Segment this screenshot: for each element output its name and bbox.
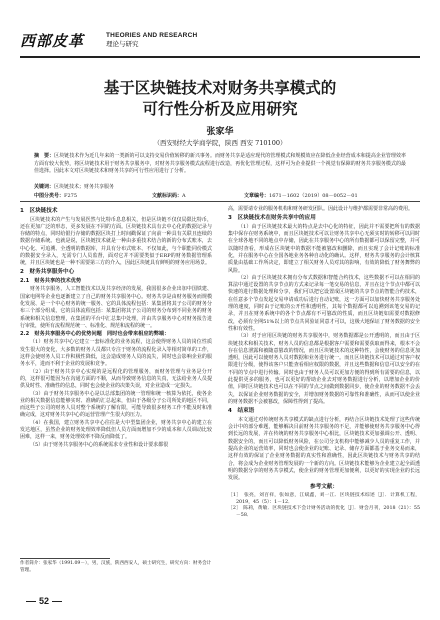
section-name-cn: 理论与研究: [106, 41, 139, 48]
reference-item: ［2］ 陈莉，黄敏．区块链技术下会计财务活动的优化［J］．财会月刊，2018（21）：55－58．: [228, 506, 420, 519]
classification-line: [34, 192, 406, 200]
journal-header: [20, 28, 420, 54]
author-name: 张家华: [206, 127, 234, 137]
abstract-text: 区块链技术作为近几年来的一类新的可以支持交易价值转移的新兴事务。而财务共享是适应现代的管理模式和规模效应在降低企业经营成本和提高企业管理效率方面有较大优势，将区块链技术用于财务共享服务中，对财务共享服务模式流程进行改造，再优化管理过程，这样可为企业提供一个视觉有保障的财务共享服务模式的最佳选择。因此本文对区块链技术和财务共享的可行性应用进行了分析。: [34, 153, 406, 175]
reference-item: ［1］ 张亮，刘百祥，张如意，江斌鑫，刘一江．区块链技术综述［J］．计算机工程，2019，45（5）：1－12．: [228, 492, 420, 505]
paragraph: （5）由于财务共享服务中心的系统需求专业性和设计要求都很: [30, 441, 169, 448]
page-number: 52: [26, 596, 62, 606]
section-heading-1: 1 区块链技术: [20, 207, 58, 214]
author-affiliation: （西安财经大学商学院，陕西 西安 710100）: [153, 139, 287, 147]
paragraph: 高，需要请专业的服务机构和财务研发团队。因此设计与维护都需要非常高的费用。: [228, 206, 414, 212]
doc-code-value: A: [182, 193, 186, 199]
section-name-en: THEORIES AND RESEARCH: [106, 32, 198, 39]
left-column: [20, 206, 212, 449]
paragraph: （3）由于财务共享服务中心是以总部集团的统一管理和统一核算为依托，使各企业的相关数据信息能够实时、准确的汇总起来，但由于各级分子公司所处的地区不同，而这些子公司的财务人员对整个系统的了解有限，可能导致很多财务工作不能及时和准确完成，这对财务共享中心的运营管理产生很大的压力。: [20, 390, 212, 419]
paragraph: （1）由于区块链技术最大的特点是去中心化的特征，因此并不需要把所有的数据集中保存在财务系统中，而且区块链技术可以让财务共享中心无须实时的转移可以同时在全球各地不同的地点中存储，因此在共享服务中心的所有数据都可以保留完整，并可以随时查看，形成在区块链中的数据不能被篡改和删除，而且实现了会计记账的标准化，并在服务中心在全国各地业务各种自动化的确认。这样，财务共享服务的会计核算质量由基础工作所决定，即建立了相关财务人员对其的影响，有效的降低了财务舞弊的风险。: [228, 223, 420, 274]
doc-code-label: 文献标识码：: [152, 193, 183, 199]
paragraph: 区块链技术的产生与发展医然与比特币息息相关，但是区块链不仅仅局限比特币，还在更加广泛的形态，更多发展在不同的方面。区块链技术具有去中心化的数据记录与存储的特点，同时给银行存储的数据区块打上时间戳保证了向前一种具有关联且连续的数据存储系统。也就是说，区块链技术就是一种由多重技术结合的新的分布式账本，去中心化、可追溯、全透明的数据库，并具有分布式账本、不仅如此，与个职能同份模式的数据安全录入，无需专门人员监督，面对它并不需要类似于ERP的财务数据管理系统，并且区块链也是一种不需要第三方的介入，因此区块链具有鲜明的财务应用场景。: [20, 216, 212, 267]
keywords-text: 区块链技术；财务共享服务: [54, 184, 115, 190]
clc-label: 中图分类号：: [34, 193, 65, 199]
paragraph: （3）对于应用区块链的财务共享服务中，财务数据都是公开透明的，而且由于区块链技术和相关技术，财务人员的信息都是根据客户需要和需要获取而得来，根本不会存在信息泄露和被随意篡改的情况，而且区块链技术的这种特性，会使财务的信息更加透明，因此可以使财务人员对数据和业务进行统一。而且区块链技术可以通过对客户权限进行分级，使得该客户只能查看相应权限的数据，并且这些数据和信息可以安全的在不同的节点中进行传输。同时也由于财务人员可以更加方便的得到所有需要的信息，以此提供更多的服务，也可以更好的帮助企业去对财务数据进行分析，以增加企业的价值，同时区块链技术也可以在不同的节点之间做到数据同步，使企业的财务数据不会丢失，以保证企业财务数据的安全，并增加财务数据的可靠性和准确性，从而可以使企业的财务数据不会被篡改，保障性得到了提高。: [228, 333, 420, 405]
abstract-label: 摘 要：: [34, 153, 55, 159]
paragraph: 本文通过对传统财务共享模式的缺点进行分析，再结合区块链技术处理了这些传统会计中的部分难题，能够解决目前财务共享服务的不足，并能够使财务共享服务中心得到长远的发展，并在传统的财务共享服务中心相比，区块链技术更加强调公开、透明、数据安全的，而且可以降低财务风险，在公司分支机构中能够减少人员的重复工作，并提高企业的运营效率，同时也会使企业的记账、记录、储存方面都基于业务交易而来，这样有效的保证了企业财务数据的真实性和准确性，因此区块链技术与财务共享的结合，将会成为企业财务管理发展的一个新的方向。区块链技术能够为企业建立起全面透明的数据分享的财务共享模式，使企业的财务管理更加便利，以更好的实现企业的长远发展。: [228, 416, 420, 482]
section-heading-4: 4 结束语: [228, 407, 255, 414]
title-line-1: 基于区块链技术对财务共享模式的: [103, 79, 337, 97]
subsection-heading-2-1: 2.1 财务共享的技术优势: [20, 278, 82, 285]
header-divider: [20, 56, 420, 58]
keywords: [34, 184, 406, 191]
title-line-2: 可行性分析及应用研究: [142, 100, 298, 118]
paragraph: （2）由于区块链技术拥有分布式数据和智能合约技术，这些数据不可以在相同的算法中通过设置的共享节点的方式来记录每一笔交易的信息，并且在这个节点中都可以快速的进行数据处理和分享，我们可以把它设置成区块链的共享节点的智能合约技术，在任意多个节点发起交易申请成功后进行自动记账，这一方面可以加快财务共享服务处理的速度，同时由于记账的公开性和透明性，其每个数据都可以追溯到该笔交易的记录，并且在财务系统中的各个节点都有不可篡改的性质，而且区块链如需要对数据修改，必须有全网51%以上的节点共同验证同意才可以，这极大地保证了财务数据的安全性和有效性。: [228, 274, 420, 332]
doc-code-field: [152, 192, 186, 199]
article-id-field: [244, 192, 358, 199]
section-heading-2: 2 财务共享服务中心: [20, 269, 75, 276]
abstract: [34, 153, 406, 176]
clc-value: F275: [64, 193, 78, 199]
clc-field: [34, 192, 77, 199]
paragraph: 财务共享服务，人工智能技术以及共享经济的发展，我国很多企业出加中国铁建、国家电网等企业也逐渐建立了自己的财务共享服务中心。财务共享是由财务服务而规模化发展、是一个中心财务的统一服务、它的具体流程包括：某集团将其子公司的财务分布三个部分组成，它的具体流程包括：某集团将其子公司的财务分布到不同业务的财务系统和相关信息整理，在集团的平台中汇总集中处理，并由共享服务中心对财务报告进行审批，使所有流程规范统一、标准化、规范和流程的统一。: [20, 286, 212, 329]
author-footnote: 作者简介：张家华（1991.09－），男，汉族，陕西西安人，硕士研究生，研究方向：财务会计管理。: [20, 561, 212, 573]
paragraph: （1）财务共享中心它建立一套标准化的业务流程，这会使得财务人员的岗位性质发生很大的变化，大多数的财务人员都只专注于财务的流程化录入等相对简单的工作，这样会使财务人员工作积极性降低，这会造成财务人员的流失，同时也会影响企业的服务水平，进而不利于企业的发展和竞争。: [20, 339, 212, 368]
paragraph: （4）在我国，建立财务共享中心往往是大中型集团企业，财务共享中心的建立在发达地区，虽然企业的财务处理效率降低但人员方面而增加不少的成本和人员调动比较困难，这样一来，财务处理效率不降反而降低了。: [20, 419, 212, 441]
right-column: [228, 206, 420, 520]
article-id-value: 1671－1602（2019）08－0052－01: [269, 193, 358, 199]
footnote-divider: [20, 558, 110, 559]
keywords-label: 关键词：: [34, 184, 55, 190]
journal-logo: 西部皮革: [20, 32, 85, 50]
abstract-divider: [20, 201, 420, 202]
references-heading: 参考文献：: [310, 483, 338, 490]
subsection-heading-2-2: 2.2 财务共享服务中心的优势问题 同时也会带来相应的弊端：: [20, 331, 170, 338]
section-heading-3: 3 区块链技术在财务共享中的应用: [228, 214, 316, 221]
paragraph: （2）由于财务共享中心实现的是远程化的管理服务，而财务管理与业务是分开的，这样很可能因为在沟通方面的不顺，从而导致财务信息的失真，无法给业务人员提供及时性、准确性的信息，同时也会使企业的决策失误，对企业造成一定损失。: [20, 368, 212, 390]
journal-section: [106, 31, 197, 49]
article-id-label: 文章编号：: [244, 193, 270, 199]
article-title: [20, 78, 420, 120]
